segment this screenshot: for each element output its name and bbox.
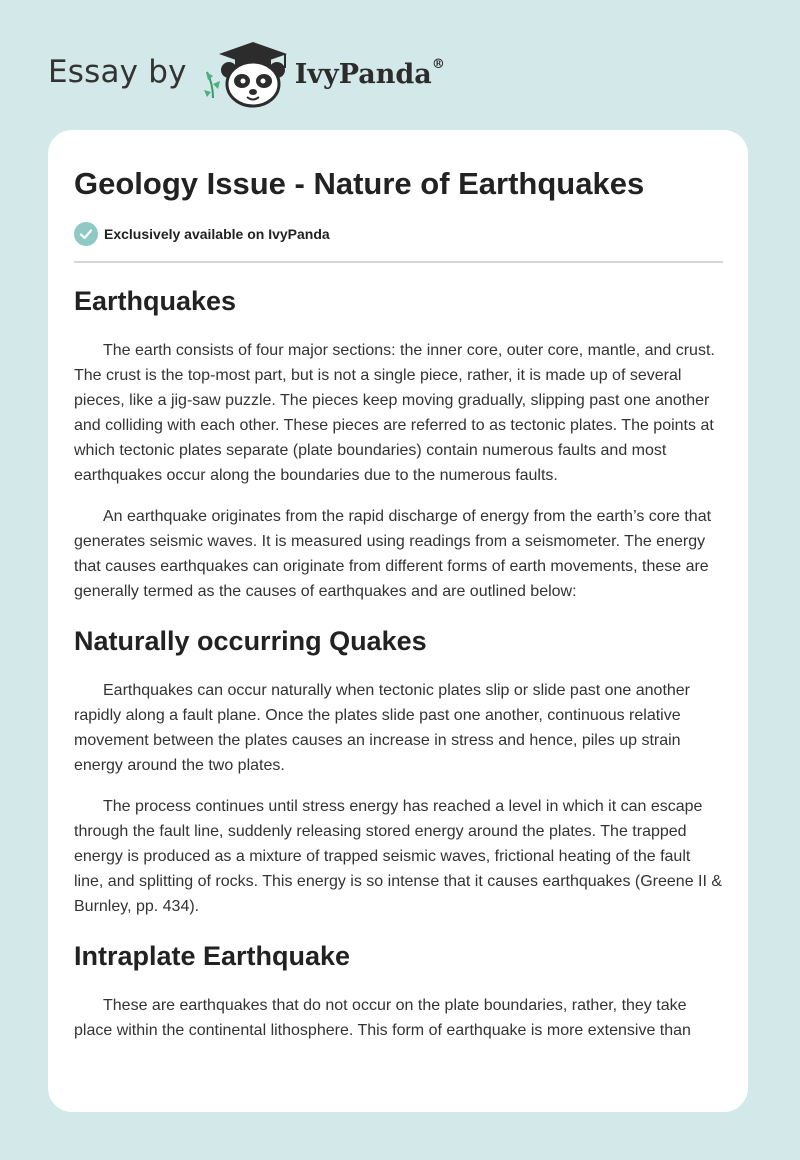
section-heading-intraplate-earthquake: Intraplate Earthquake	[74, 941, 351, 971]
check-icon	[74, 222, 98, 246]
divider	[74, 261, 723, 263]
brand-prefix: Essay by	[48, 54, 187, 90]
registered-mark: ®	[431, 56, 445, 72]
exclusive-label: Exclusively available on IvyPanda	[104, 226, 330, 242]
brand-name: IvyPanda®	[294, 56, 445, 90]
panda-logo-icon	[201, 36, 293, 108]
exclusive-badge	[74, 222, 330, 246]
brand-header	[48, 36, 445, 108]
article-title: Geology Issue - Nature of Earthquakes	[74, 166, 645, 201]
section-heading-naturally-occurring-quakes: Naturally occurring Quakes	[74, 626, 427, 656]
section-heading-earthquakes: Earthquakes	[74, 286, 237, 316]
paragraph: Earthquakes can occur naturally when tectonic plates slip or slide past one another rapidly along a fault plane. Once the plates slide past one another, continuous relative movement between the plates causes an increase in stress and hence, piles up strain energy around the two plates.	[74, 682, 691, 774]
paragraph: The process continues until stress energy has reached a level in which it can escape through the fault line, suddenly releasing stored energy around the plates. The trapped energy is produced as a mixture of trapped seismic waves, frictional heating of the fault line, and splitting of rocks. This energy is so intense that it causes earthquakes (Greene II & Burnley, pp. 434).	[74, 798, 723, 915]
paragraph: The earth consists of four major sections: the inner core, outer core, mantle, and crust. The crust is the top-most part, but is not a single piece, rather, it is made up of several pieces, like a jig-saw puzzle. The pieces keep moving gradually, slipping past one another and colliding with each other. These pieces are referred to as tectonic plates. The points at which tectonic plates separate (plate boundaries) contain numerous faults and most earthquakes occur along the boundaries due to the numerous faults.	[74, 342, 715, 484]
paragraph: An earthquake originates from the rapid discharge of energy from the earth’s core that generates seismic waves. It is measured using readings from a seismometer. The energy that causes earthquakes can originate from different forms of earth movements, these are generally termed as the causes of earthquakes and are outlined below:	[74, 508, 712, 600]
article-body	[74, 280, 724, 1059]
article-card	[48, 130, 748, 1112]
paragraph: These are earthquakes that do not occur on the plate boundaries, rather, they take place within the continental lithosphere. This form of earthquake is more extensive than	[74, 997, 691, 1039]
